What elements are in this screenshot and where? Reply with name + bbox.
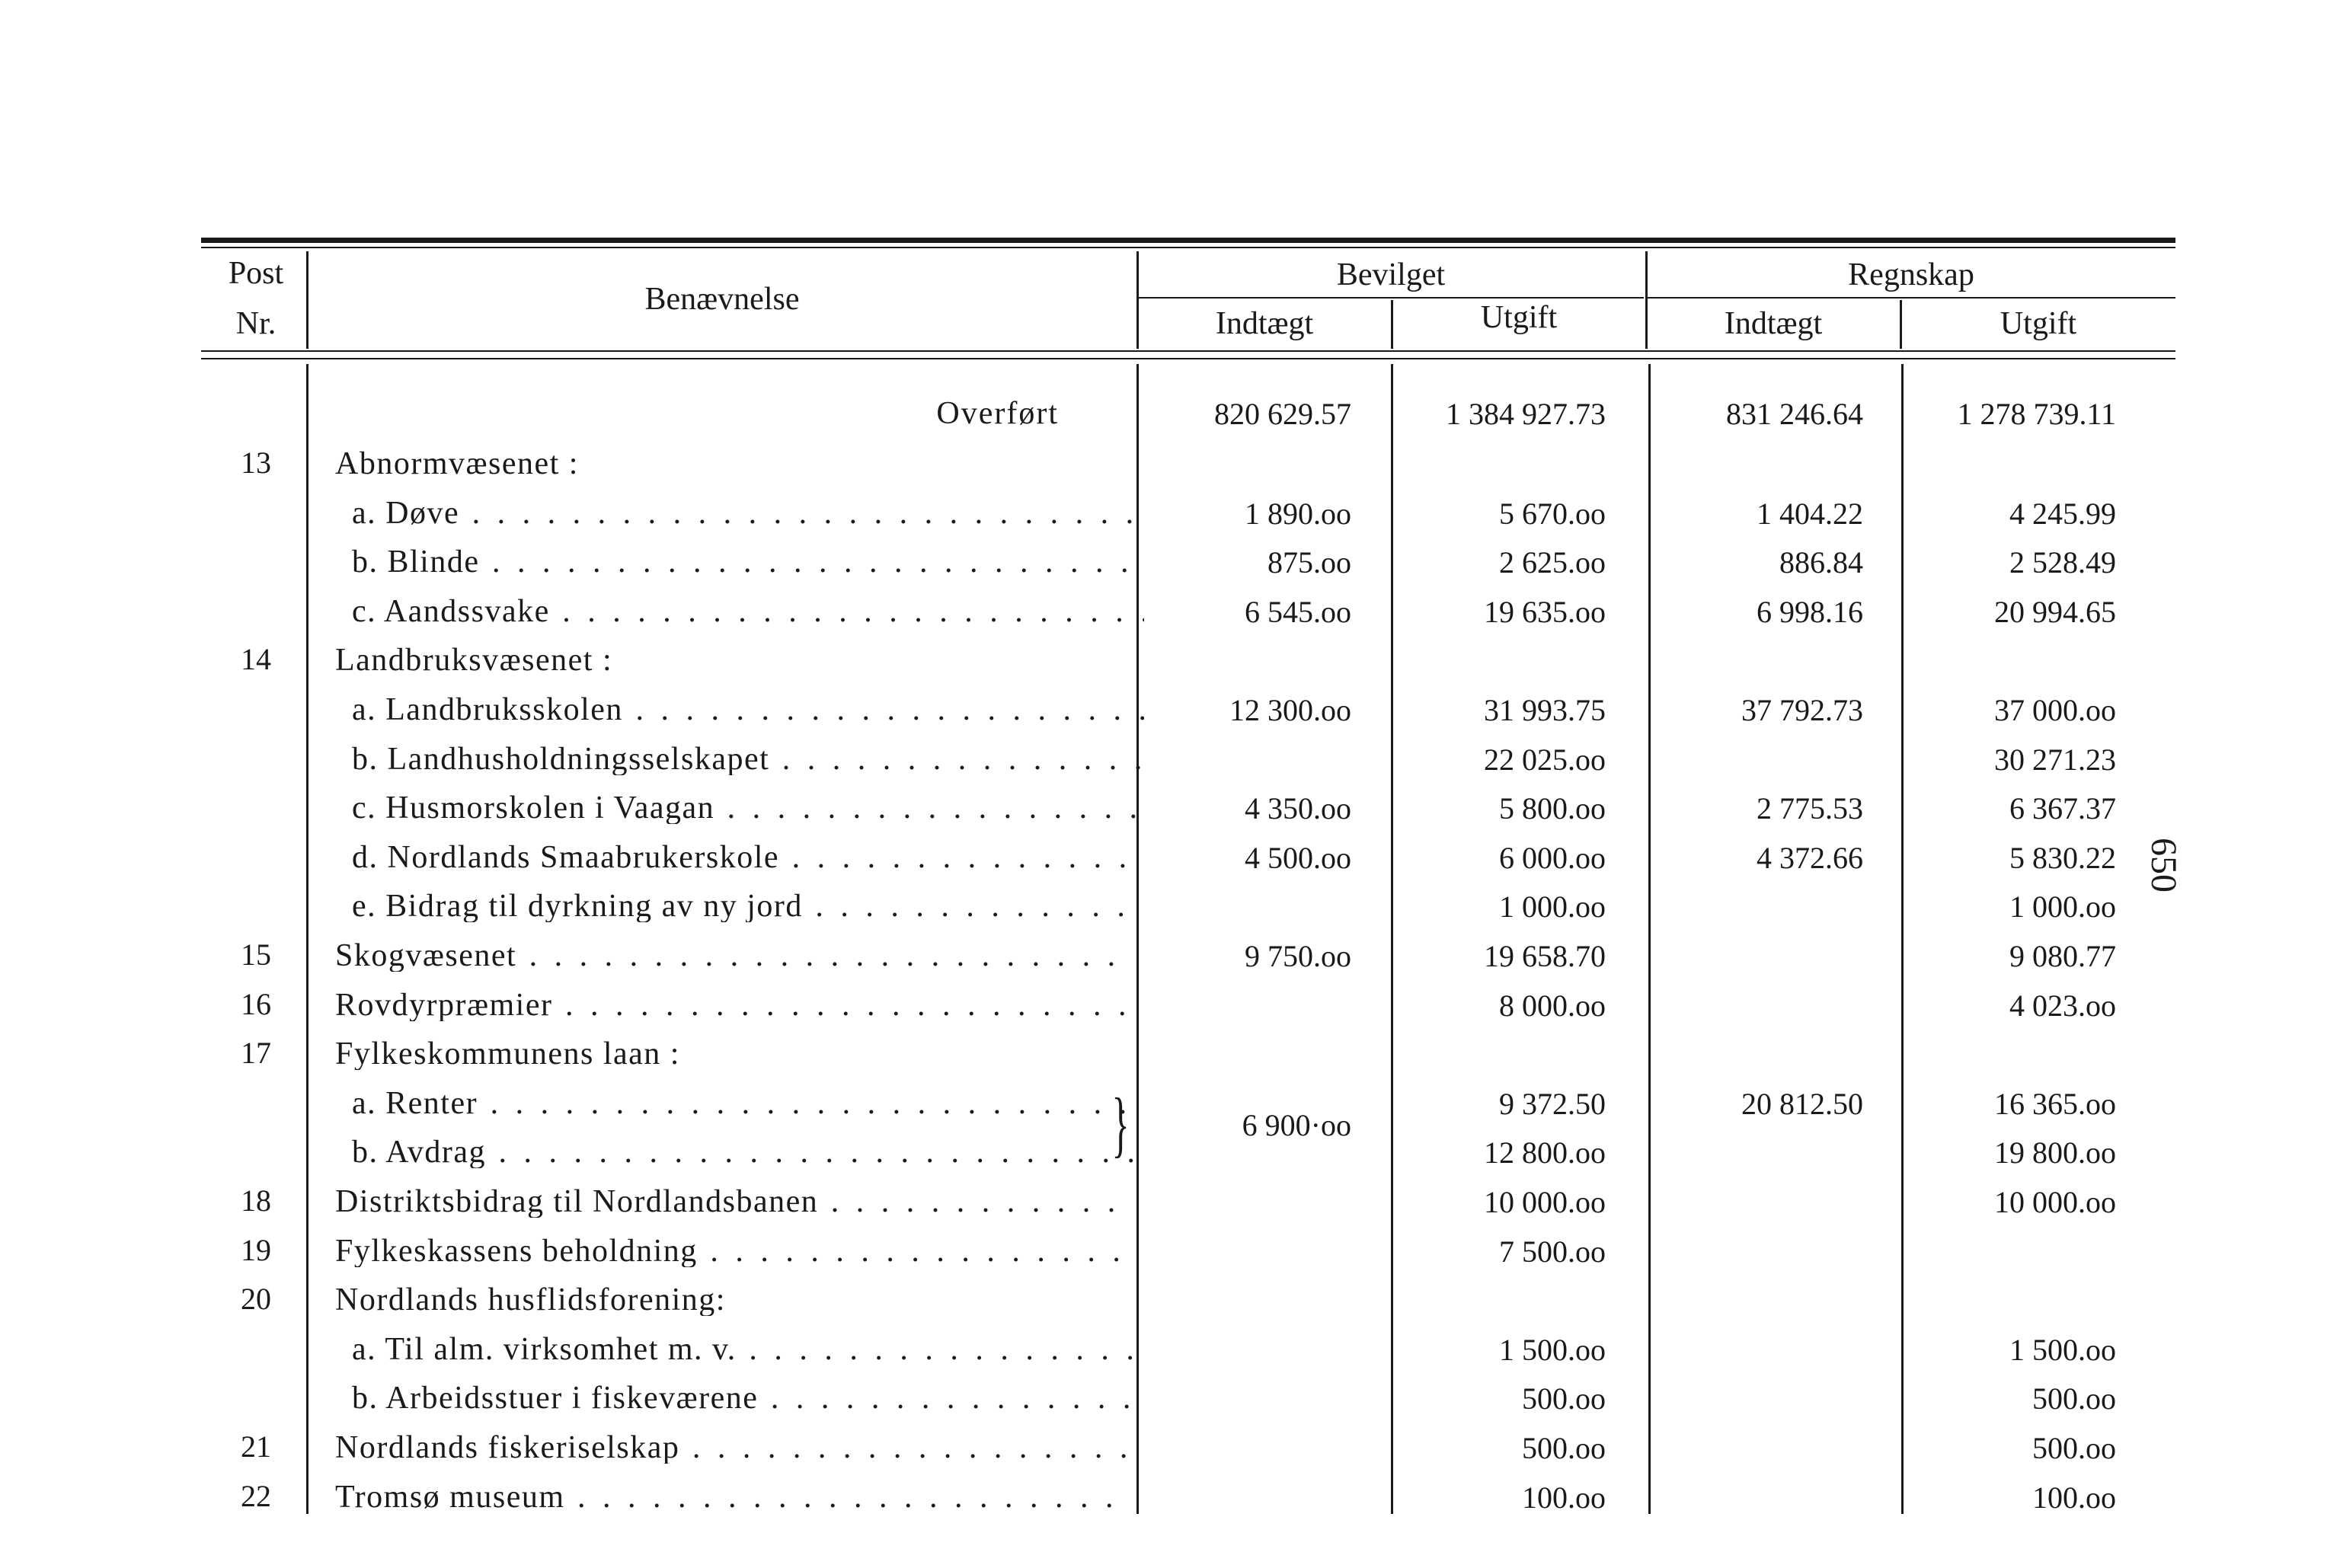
row-regnskap-indtaegt: 6 998.16 [1757,595,1863,629]
row-post-nr: 15 [241,937,271,972]
row-leader-dots [714,792,1144,824]
header-bottom-rule-1 [201,350,2175,352]
row-post-nr: 14 [241,642,271,676]
row-regnskap-utgift: 30 271.23 [1994,742,2116,777]
row-label [335,1038,1127,1070]
row-label [335,1235,1127,1267]
row-label-text: c. Husmorskolen i Vaagan [352,792,715,824]
row-leader-dots [565,1481,1127,1513]
row-leader-dots [803,890,1144,922]
row-regnskap-utgift: 5 830.22 [2009,841,2116,875]
row-bevilget-utgift: 100.oo [1522,1480,1606,1515]
row-regnskap-utgift: 37 000.oo [1994,693,2116,727]
row-label [335,1481,1127,1513]
row-bevilget-utgift: 19 658.70 [1484,939,1606,973]
row-bevilget-indtaegt: 4 350.oo [1245,791,1351,826]
row-post-nr: 19 [241,1233,271,1267]
row-regnskap-utgift: 1 000.oo [2009,889,2116,924]
page-number: 650 [2143,838,2184,893]
row-regnskap-indtaegt: 37 792.73 [1741,693,1863,727]
row-label [352,497,1144,529]
row-regnskap-utgift: 4 245.99 [2009,497,2116,531]
row-leader-dots [758,1382,1144,1414]
overfort-regnskap-indtaegt: 831 246.64 [1726,397,1863,431]
row-bevilget-indtaegt: 4 500.oo [1245,841,1351,875]
row-label-text: b. Arbeidsstuer i fiskeværene [352,1382,759,1414]
row-regnskap-utgift: 500.oo [2032,1381,2116,1416]
row-bevilget-utgift: 5 800.oo [1499,791,1606,826]
row-label [352,792,1144,824]
row-leader-dots [550,596,1144,628]
row-bevilget-utgift: 500.oo [1522,1381,1606,1416]
row-regnskap-utgift: 4 023.oo [2009,988,2116,1023]
row-regnskap-indtaegt: 886.84 [1779,545,1863,580]
row-label-text: Distriktsbidrag til Nordlandsbanen [335,1186,819,1218]
row-label-text: Tromsø museum [335,1481,565,1513]
row-regnskap-utgift: 9 080.77 [2009,939,2116,973]
row-label-text: Fylkeskassens beholdning [335,1235,698,1267]
row-leader-dots [779,841,1144,873]
row-bevilget-utgift: 500.oo [1522,1431,1606,1465]
row-label-text: a. Landbruksskolen [352,694,623,726]
row-label-text: b. Blinde [352,546,480,578]
row-post-nr: 13 [241,445,271,480]
row-post-nr: 18 [241,1183,271,1218]
row-post-nr: 16 [241,987,271,1021]
row-label [352,1333,1144,1365]
row-post-nr: 21 [241,1429,271,1464]
regnskap-underline [1647,297,2175,299]
row-label [352,546,1144,578]
row-leader-dots [480,546,1145,578]
header-bevilget-utgift: Utgift [1480,300,1558,335]
row-post-nr: 22 [241,1479,271,1513]
row-bevilget-utgift: 19 635.oo [1484,595,1606,629]
row-leader-dots [818,1186,1127,1218]
row-leader-dots [516,940,1127,972]
row-leader-dots [486,1136,1144,1168]
row-bevilget-utgift: 12 800.oo [1484,1135,1606,1170]
row-label [352,743,1144,775]
header-regnskap-indtaegt: Indtægt [1724,306,1823,341]
bevilget-underline [1138,297,1644,299]
row-bevilget-utgift: 31 993.75 [1484,693,1606,727]
row-label-text: Nordlands fiskeriselskap [335,1432,680,1464]
row-label-text: Landbruksvæsenet : [335,644,613,676]
row-post-nr: 20 [241,1282,271,1316]
header-bottom-rule-2 [201,358,2175,359]
row-bevilget-utgift: 8 000.oo [1499,988,1606,1023]
row-leader-dots [623,694,1144,726]
row-leader-dots [737,1333,1144,1365]
row-leader-dots [478,1087,1144,1119]
header-bevilget: Bevilget [1336,257,1446,292]
header-benaevnelse: Benævnelse [644,282,800,317]
row-label [335,940,1127,972]
row-label [352,1382,1144,1414]
row-regnskap-indtaegt: 20 812.50 [1741,1087,1863,1121]
row-leader-dots [552,989,1127,1021]
row-bevilget-indtaegt: 12 300.oo [1229,693,1351,727]
row-regnskap-indtaegt: 1 404.22 [1757,497,1863,531]
row-label-text: b. Landhusholdningsselskapet [352,743,770,775]
post17-combined-indtaegt: 6 900·oo [1242,1108,1351,1142]
row-label [352,890,1144,922]
row-regnskap-utgift: 500.oo [2032,1431,2116,1465]
row-regnskap-utgift: 10 000.oo [1994,1185,2116,1219]
top-thin-rule [201,247,2175,248]
row-regnskap-utgift: 1 500.oo [2009,1333,2116,1367]
row-regnskap-utgift: 19 800.oo [1994,1135,2116,1170]
row-label [335,989,1127,1021]
row-bevilget-utgift: 1 000.oo [1499,889,1606,924]
row-label [352,1087,1144,1119]
row-bevilget-utgift: 22 025.oo [1484,742,1606,777]
header-post: Post [228,256,284,291]
row-label-text: a. Til alm. virksomhet m. v. [352,1333,737,1365]
row-regnskap-utgift: 6 367.37 [2009,791,2116,826]
row-label-text: d. Nordlands Smaabrukerskole [352,841,780,873]
row-label-text: Fylkeskommunens laan : [335,1038,680,1070]
row-label-text: Rovdyrpræmier [335,989,553,1021]
row-label [352,694,1144,726]
overfort-regnskap-utgift: 1 278 739.11 [1957,397,2116,431]
body-divider-post [306,364,308,1514]
row-label [352,596,1144,628]
row-leader-dots [459,497,1144,529]
row-regnskap-utgift: 2 528.49 [2009,545,2116,580]
row-regnskap-indtaegt: 4 372.66 [1757,841,1863,875]
top-thick-rule [201,238,2175,243]
row-bevilget-utgift: 1 500.oo [1499,1333,1606,1367]
header-regnskap: Regnskap [1848,257,1974,292]
header-regnskap-utgift: Utgift [2000,306,2077,341]
row-leader-dots [769,743,1144,775]
row-label [352,841,1144,873]
row-label [335,644,1127,676]
row-bevilget-utgift: 10 000.oo [1484,1185,1606,1219]
row-label [335,448,1127,480]
row-bevilget-indtaegt: 9 750.oo [1245,939,1351,973]
row-bevilget-indtaegt: 6 545.oo [1245,595,1351,629]
row-regnskap-indtaegt: 2 775.53 [1757,791,1863,826]
row-bevilget-utgift: 2 625.oo [1499,545,1606,580]
row-label [335,1284,1127,1316]
row-leader-dots [698,1235,1127,1267]
row-label-text: a. Renter [352,1087,478,1119]
row-regnskap-utgift: 100.oo [2032,1480,2116,1515]
row-label-text: Abnormvæsenet : [335,448,579,480]
overfort-label: Overført [936,396,1059,431]
row-label [352,1136,1144,1168]
row-leader-dots [679,1432,1127,1464]
row-bevilget-utgift: 5 670.oo [1499,497,1606,531]
row-bevilget-indtaegt: 1 890.oo [1245,497,1351,531]
row-bevilget-utgift: 9 372.50 [1499,1087,1606,1121]
row-label-text: c. Aandssvake [352,596,550,628]
row-label [335,1432,1127,1464]
row-label [335,1186,1127,1218]
body-divider-regnskap [1648,364,1651,1514]
header-bevilget-indtaegt: Indtægt [1215,306,1314,341]
header-nr: Nr. [235,306,277,341]
row-label-text: b. Avdrag [352,1136,487,1168]
overfort-bevilget-utgift: 1 384 927.73 [1446,397,1606,431]
row-bevilget-utgift: 7 500.oo [1499,1234,1606,1269]
row-bevilget-indtaegt: 875.oo [1268,545,1351,580]
row-regnskap-utgift: 16 365.oo [1994,1087,2116,1121]
overfort-bevilget-indtaegt: 820 629.57 [1214,397,1351,431]
row-bevilget-utgift: 6 000.oo [1499,841,1606,875]
row-label-text: a. Døve [352,497,460,529]
post17-brace: } [1111,1083,1130,1164]
row-label-text: Nordlands husflidsforening: [335,1284,726,1316]
row-regnskap-utgift: 20 994.65 [1994,595,2116,629]
row-label-text: e. Bidrag til dyrkning av ny jord [352,890,803,922]
row-label-text: Skogvæsenet [335,940,517,972]
row-post-nr: 17 [241,1036,271,1070]
